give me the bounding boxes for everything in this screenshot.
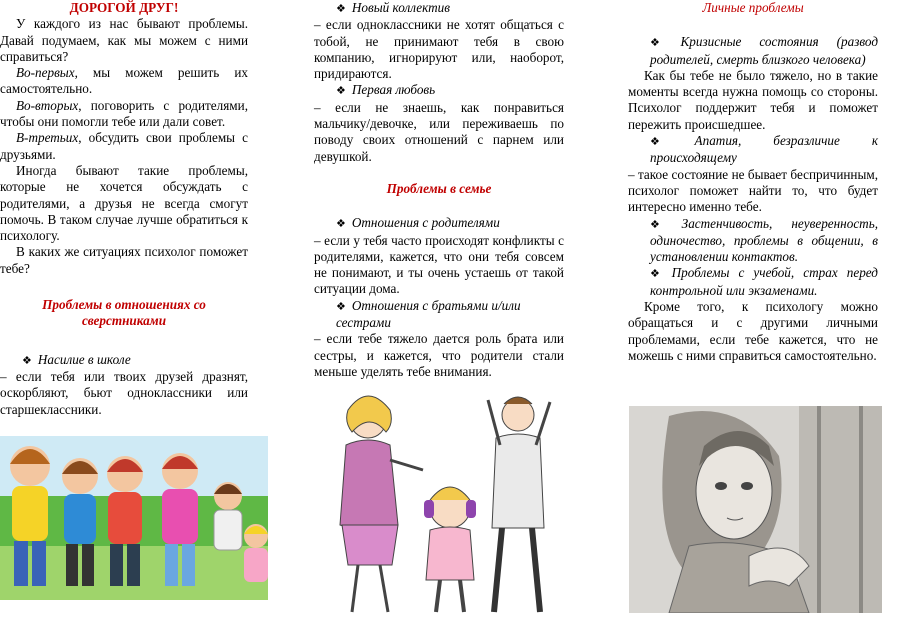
bullet-apathy-label: Апатия, безразличие к происходящему [650,133,878,166]
bullet-crisis [628,34,878,68]
which-paragraph: В каких же ситуациях психолог поможет тебе? [0,244,248,276]
second-lead: Во-вторых [16,97,79,113]
family-conflict-illustration [318,390,578,618]
diamond-bullet-icon: ❖ [336,218,346,231]
third-text: , обсудить свои проблемы с друзьями. [0,130,248,162]
bullet-violence [0,352,248,369]
bullet-crisis-label: Кризисные состояния (развод родителей, смерть близкого человека) [650,34,878,67]
diamond-bullet-icon: ❖ [650,136,689,149]
heading-peers: Проблемы в отношениях со сверстниками [42,297,206,329]
second-paragraph [0,98,248,131]
page-title: ДОРОГОЙ ДРУГ! [69,0,179,15]
sad-girl-sketch [629,406,882,613]
sometimes-paragraph: Иногда бывают такие проблемы, которые не хочется обсуждать с родителями, а друзья не всегда смогут помочь. В таком случае лучше обратиться к психологу. [0,162,248,244]
bullet-love-label: Первая любовь [351,82,436,98]
bullet-apathy [628,133,878,167]
kids-fighting-illustration [0,436,268,600]
diamond-bullet-icon: ❖ [336,3,346,15]
second-text: , поговорить с родителями, чтобы они помогли тебе или дали совет. [0,97,248,130]
bullet-shyness [628,216,878,266]
heading-family: Проблемы в семье [386,180,492,196]
heading-personal: Личные проблемы [702,0,804,15]
parents-text: – если у тебя часто происходят конфликты с родителями, кажется, что они тебя совсем не понимают, и ты очень устаешь от такой ситуации дома. [314,232,564,297]
diamond-bullet-icon: ❖ [336,85,346,98]
first-paragraph [0,65,248,98]
column-left [0,0,248,418]
first-text: , мы можем решить их самостоятельно. [0,65,248,97]
third-lead: В-третьих [16,130,79,146]
bullet-siblings-label: Отношения с братьями и/или сестрами [336,297,521,331]
bullet-parents [314,215,564,232]
bullet-new-collective [314,0,564,17]
column-middle [314,0,564,380]
diamond-bullet-icon: ❖ [650,268,666,281]
first-love-text: – если не знаешь, как понравиться мальчику/девочке, или переживаешь по поводу своих отношений с парнем или девушкой. [314,99,564,164]
siblings-text: – если тебе тяжело дается роль брата или сестры, и кажется, что родители стали меньше уделять тебе внимания. [314,331,564,379]
first-lead: Во-первых [16,65,75,81]
bullet-study [628,265,878,299]
column-right [628,0,878,364]
diamond-bullet-icon: ❖ [22,354,32,367]
diamond-bullet-icon: ❖ [650,37,675,50]
third-paragraph [0,130,248,163]
diamond-bullet-icon: ❖ [336,300,346,313]
crisis-text: Как бы тебе не было тяжело, но в такие моменты всегда нужна помощь со стороны. Психолог поддержит тебя и поможет пережить происшедшее. [628,67,878,132]
diamond-bullet-icon: ❖ [650,218,676,231]
bullet-shy-label: Застенчивость, неуверенность, одиночество, проблемы в общении, в установлении контактов. [650,215,878,265]
bullet-siblings [314,298,564,332]
bullet-study-label: Проблемы с учебой, страх перед контрольной или экзаменами. [650,265,878,298]
intro-paragraph: У каждого из нас бывают проблемы. Давай подумаем, как мы можем с ними справиться? [0,16,248,64]
apathy-text: – такое состояние не бывает беспричинным, психолог поможет найти то, что будет интересно именно тебе. [628,166,878,215]
violence-text: – если тебя или твоих друзей дразнят, оскорбляют, бьют одноклассники или старшеклассники. [0,368,248,417]
bullet-parents-label: Отношения с родителями [351,215,500,231]
new-collective-text: – если одноклассники не хотят общаться с тобой, не принимают тебя в свою компанию, игнорируют или, наоборот, придираются. [314,17,564,82]
bullet-violence-label: Насилие в школе [37,351,131,367]
bullet-first-love [314,82,564,99]
bullet-new-label: Новый коллектив [351,0,450,15]
besides-text: Кроме того, к психологу можно обращаться и с другими личными проблемами, если тебе кажется, что не можешь с ними справиться самостоятельно. [628,299,878,363]
